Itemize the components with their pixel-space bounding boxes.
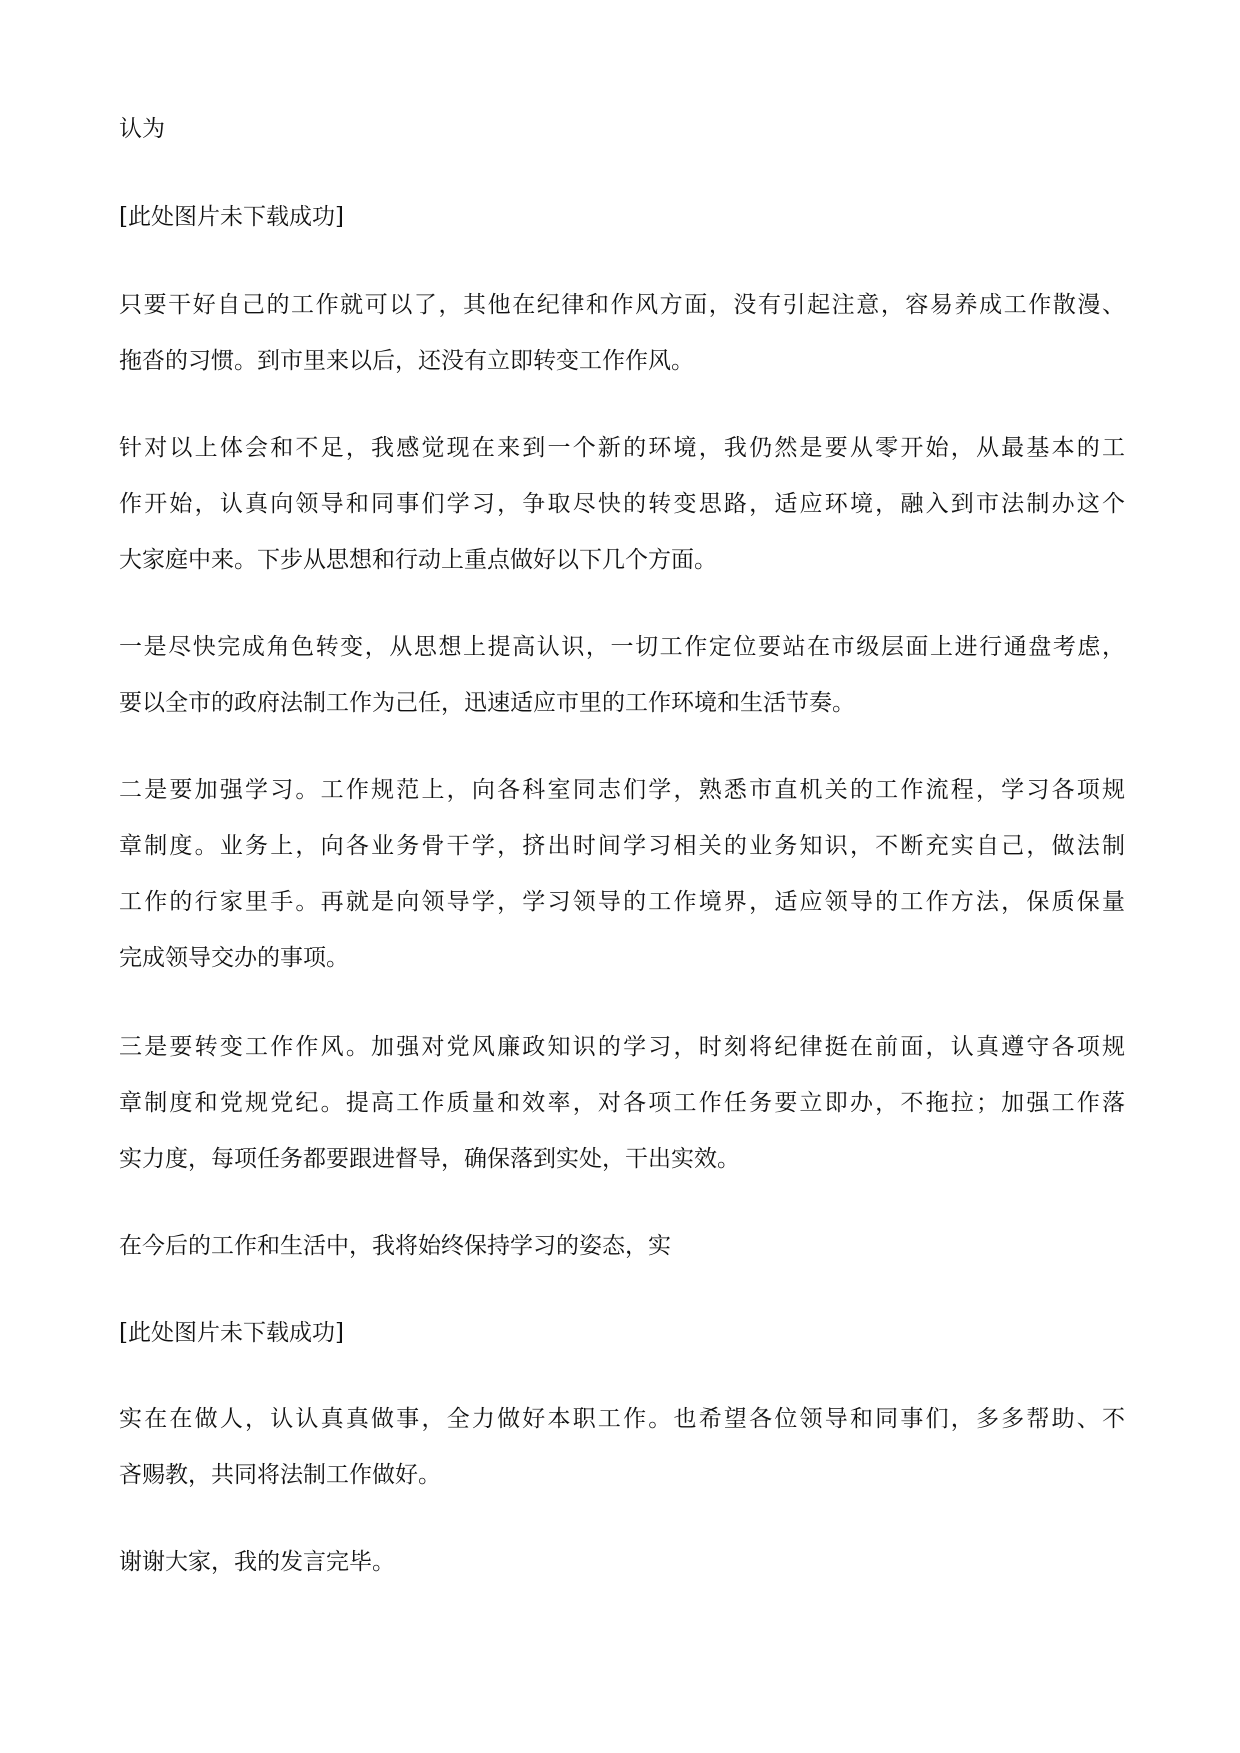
text-line: 只要干好自己的工作就可以了，其他在纪律和作风方面，没有引起注意，容易养成工作散漫、	[119, 292, 1125, 318]
text-line: 章制度和党规党纪。提高工作质量和效率，对各项工作任务要立即办，不拖拉；加强工作落	[119, 1090, 1125, 1116]
text-line: 在今后的工作和生活中，我将始终保持学习的姿态，实	[119, 1233, 671, 1259]
text-line: 实力度，每项任务都要跟进督导，确保落到实处，干出实效。	[119, 1146, 740, 1172]
text-line: 拖沓的习惯。到市里来以后，还没有立即转变工作作风。	[119, 348, 694, 374]
paragraph-9	[119, 1534, 1125, 1590]
text-line: 大家庭中来。下步从思想和行动上重点做好以下几个方面。	[119, 547, 717, 573]
text-line: 章制度。业务上，向各业务骨干学，挤出时间学习相关的业务知识，不断充实自己，做法制	[119, 833, 1125, 859]
text-line: 实在在做人，认认真真做事，全力做好本职工作。也希望各位领导和同事们，多多帮助、不	[119, 1406, 1125, 1432]
text-line: 作开始，认真向领导和同事们学习，争取尽快的转变思路，适应环境，融入到市法制办这个	[119, 491, 1125, 517]
image-placeholder-1	[119, 189, 1125, 245]
text-line: 针对以上体会和不足，我感觉现在来到一个新的环境，我仍然是要从零开始，从最基本的工	[119, 435, 1125, 461]
paragraph-1	[119, 101, 1125, 157]
image-placeholder-text: [此处图片未下载成功]	[119, 204, 344, 230]
text-line: 二是要加强学习。工作规范上，向各科室同志们学，熟悉市直机关的工作流程，学习各项规	[119, 777, 1125, 803]
paragraph-5	[119, 762, 1125, 986]
text-line: 谢谢大家，我的发言完毕。	[119, 1549, 395, 1575]
paragraph-6	[119, 1019, 1125, 1187]
text-line: 认为	[119, 116, 165, 142]
text-line: 完成领导交办的事项。	[119, 945, 349, 971]
image-placeholder-2	[119, 1305, 1125, 1361]
text-line: 要以全市的政府法制工作为己任，迅速适应市里的工作环境和生活节奏。	[119, 690, 855, 716]
image-placeholder-text: [此处图片未下载成功]	[119, 1320, 344, 1346]
paragraph-3	[119, 420, 1125, 588]
text-line: 一是尽快完成角色转变，从思想上提高认识，一切工作定位要站在市级层面上进行通盘考虑，	[119, 634, 1125, 660]
text-line: 工作的行家里手。再就是向领导学，学习领导的工作境界，适应领导的工作方法，保质保量	[119, 889, 1125, 915]
paragraph-2	[119, 277, 1125, 389]
text-line: 吝赐教，共同将法制工作做好。	[119, 1462, 441, 1488]
text-line: 三是要转变工作作风。加强对党风廉政知识的学习，时刻将纪律挺在前面，认真遵守各项规	[119, 1034, 1125, 1060]
paragraph-8	[119, 1391, 1125, 1503]
paragraph-4	[119, 619, 1125, 731]
paragraph-7	[119, 1218, 1125, 1274]
